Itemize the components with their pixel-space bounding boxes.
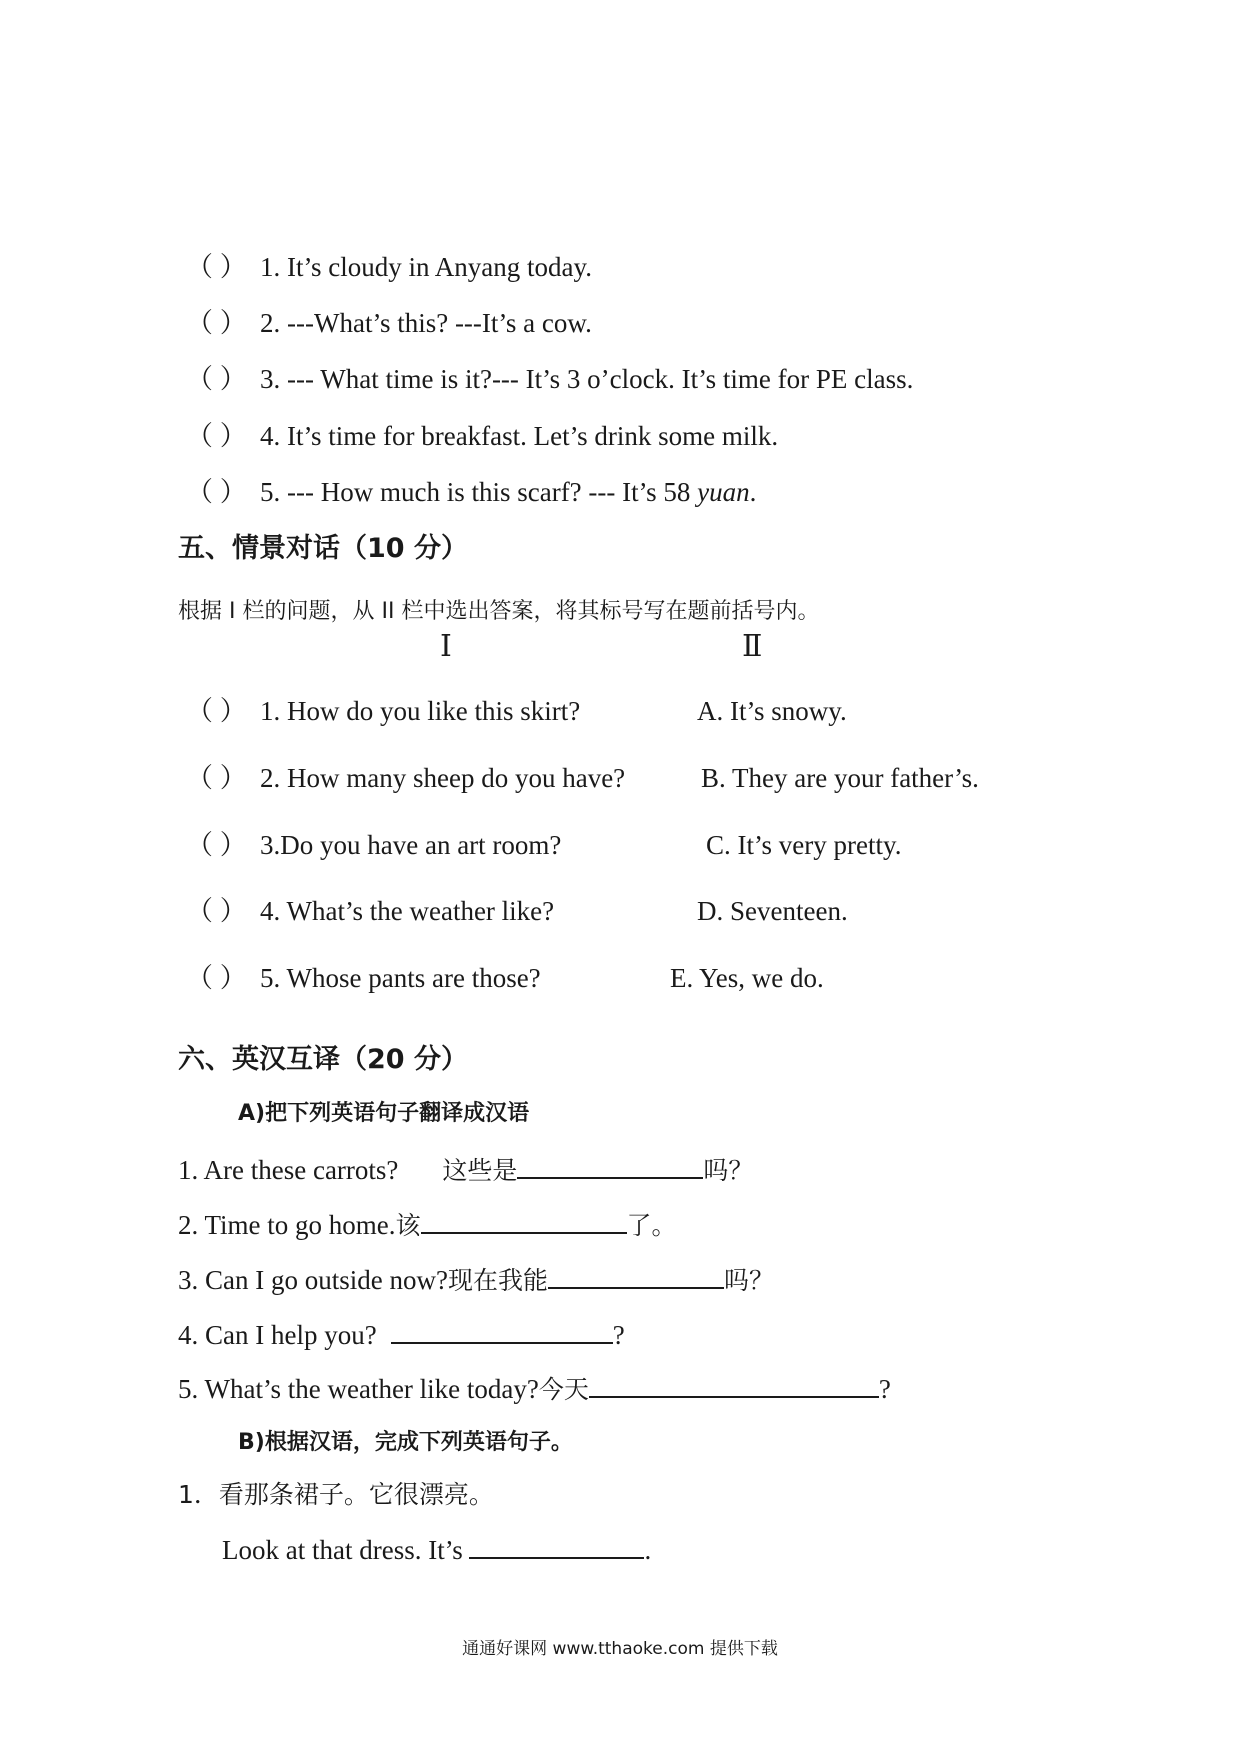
answer-bracket[interactable]: （ ） — [186, 696, 247, 726]
section5-instruction: 根据 I 栏的问题，从 II 栏中选出答案，将其标号写在题前括号内。 — [178, 599, 820, 624]
english-sentence: 5. What’s the weather like today? — [178, 1374, 539, 1404]
translate-b-item-1-chinese: 1．看那条裙子。它很漂亮。 — [178, 1480, 494, 1509]
chinese-suffix: 吗？ — [703, 1156, 754, 1185]
answer-bracket[interactable]: （ ） — [186, 308, 247, 338]
chinese-prefix: 这些是 — [442, 1156, 518, 1185]
answer-blank[interactable] — [548, 1261, 724, 1289]
section4-item-4 — [186, 419, 778, 453]
english-suffix: . — [644, 1535, 652, 1565]
section4-item-3 — [186, 362, 913, 396]
answer-bracket[interactable]: （ ） — [186, 364, 247, 394]
item-text: 1. It’s cloudy in Anyang today. — [260, 252, 592, 282]
section5-item-4 — [186, 894, 554, 928]
item-text: 3. --- What time is it?--- It’s 3 o’clock. It’s time for PE class. — [260, 364, 914, 394]
item-text-italic: yuan — [697, 477, 750, 507]
section5-answer-e: E. Yes, we do. — [670, 963, 824, 993]
section5-item-1 — [186, 694, 580, 728]
section4-item-5 — [186, 475, 756, 509]
section4-item-1 — [186, 250, 592, 284]
column-2-header: Ⅱ — [742, 630, 763, 663]
translate-b-item-1-english — [222, 1531, 651, 1567]
answer-bracket[interactable]: （ ） — [186, 763, 247, 793]
translate-a-item-4 — [178, 1316, 625, 1352]
answer-bracket[interactable]: （ ） — [186, 252, 247, 282]
translate-a-item-3 — [178, 1261, 774, 1298]
item-text-end: . — [749, 477, 757, 507]
item-text: 4. It’s time for breakfast. Let’s drink some milk. — [260, 421, 779, 451]
column-1-header: Ⅰ — [440, 630, 452, 663]
answer-bracket[interactable]: （ ） — [186, 830, 247, 860]
chinese-prefix: 今天 — [538, 1375, 589, 1404]
chinese-suffix: 了。 — [626, 1211, 677, 1240]
answer-blank[interactable] — [421, 1206, 627, 1234]
answer-blank[interactable] — [391, 1316, 613, 1344]
section5-item-3 — [186, 828, 561, 862]
answer-bracket[interactable]: （ ） — [186, 963, 247, 993]
item-text: 5. --- How much is this scarf? --- It’s 58 — [260, 477, 698, 507]
english-sentence: 1. Are these carrots? — [178, 1155, 399, 1185]
section6-part-b-title: B)根据汉语，完成下列英语句子。 — [238, 1430, 573, 1455]
answer-blank[interactable] — [517, 1151, 703, 1179]
section5-answer-b: B. They are your father’s. — [701, 763, 979, 793]
answer-bracket[interactable]: （ ） — [186, 477, 247, 507]
english-sentence: 4. Can I help you? — [178, 1320, 377, 1350]
chinese-suffix: ? — [878, 1374, 891, 1404]
chinese-suffix: ? — [612, 1320, 625, 1350]
answer-bracket[interactable]: （ ） — [186, 421, 247, 451]
translate-a-item-2 — [178, 1206, 677, 1243]
answer-blank[interactable] — [469, 1531, 644, 1559]
question-text: 2. How many sheep do you have? — [260, 763, 626, 793]
question-text: 5. Whose pants are those? — [260, 963, 541, 993]
section5-answer-d: D. Seventeen. — [697, 896, 848, 926]
section5-item-2 — [186, 761, 625, 795]
question-text: 4. What’s the weather like? — [260, 896, 555, 926]
chinese-prefix: 该 — [395, 1211, 421, 1240]
answer-bracket[interactable]: （ ） — [186, 896, 247, 926]
section5-item-5 — [186, 961, 541, 995]
english-prefix: Look at that dress. It’s — [222, 1535, 470, 1565]
answer-blank[interactable] — [589, 1370, 879, 1398]
english-sentence: 2. Time to go home. — [178, 1210, 396, 1240]
chinese-suffix: 吗？ — [723, 1266, 774, 1295]
section5-answer-a: A. It’s snowy. — [697, 696, 847, 726]
item-text: 2. ---What’s this? ---It’s a cow. — [260, 308, 592, 338]
english-sentence: 3. Can I go outside now? — [178, 1265, 448, 1295]
translate-a-item-5 — [178, 1370, 891, 1407]
translate-a-item-1 — [178, 1151, 753, 1188]
section4-item-2 — [186, 306, 592, 340]
chinese-prefix: 现在我能 — [447, 1266, 548, 1295]
section6-title: 六、英汉互译（20 分） — [178, 1044, 468, 1075]
footer-credit: 通通好课网 www.tthaoke.com 提供下载 — [462, 1639, 778, 1659]
section5-answer-c: C. It’s very pretty. — [706, 830, 902, 860]
section6-part-a-title: A)把下列英语句子翻译成汉语 — [238, 1101, 530, 1126]
question-text: 1. How do you like this skirt? — [260, 696, 581, 726]
section5-title: 五、情景对话（10 分） — [178, 533, 468, 564]
question-text: 3.Do you have an art room? — [260, 830, 562, 860]
